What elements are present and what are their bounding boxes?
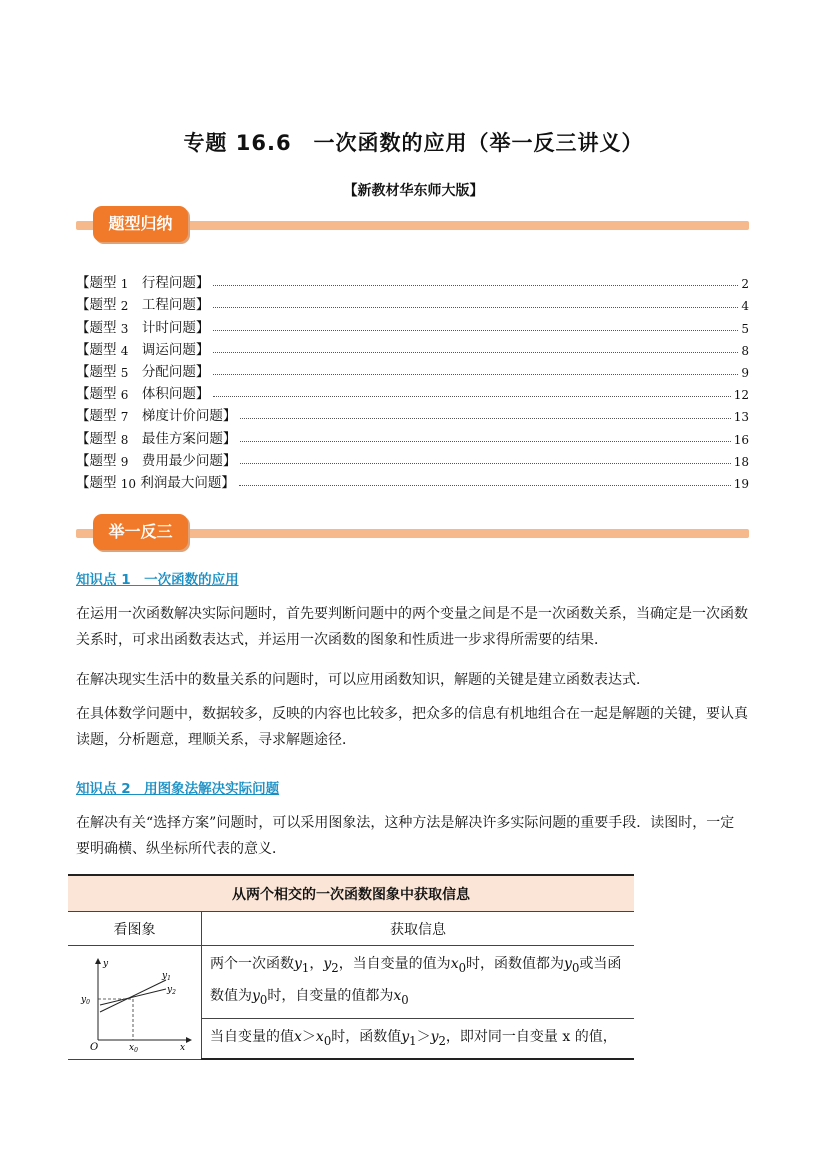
graph-y-axis-label: y (103, 959, 109, 970)
toc-leader-dots (213, 285, 738, 286)
toc-page-number: 13 (733, 410, 749, 425)
toc-entry-prefix: 【题型 (76, 452, 121, 469)
graph-x-axis-label: x (180, 1043, 186, 1053)
toc-leader-dots (240, 418, 730, 419)
column-header-graph: 看图象 (68, 912, 202, 946)
toc-leader-dots (213, 330, 738, 331)
banner-tab-label: 题型归纳 (93, 206, 188, 242)
section-banner-examples (76, 514, 749, 552)
toc-entry-number: 8 (120, 432, 129, 447)
toc-entry-number: 4 (120, 343, 129, 358)
toc-entry-title: 分配问题】 (128, 363, 210, 380)
toc-page-number: 4 (741, 299, 749, 314)
toc-entry-title: 利润最大问题】 (136, 474, 235, 491)
toc-entry-number: 10 (120, 476, 137, 491)
toc-entry-prefix: 【题型 (76, 275, 121, 292)
graph-x0-label: $x_0$ (129, 1043, 138, 1053)
toc-entry-title: 梯度计价问题】 (128, 408, 237, 425)
toc-leader-dots (213, 396, 730, 397)
toc-entry[interactable] (76, 313, 749, 335)
toc-entry-title: 费用最少问题】 (128, 452, 237, 469)
toc-leader-dots (240, 463, 730, 464)
table-caption: 从两个相交的一次函数图象中获取信息 (68, 875, 634, 912)
toc-page-number: 8 (741, 343, 749, 358)
toc-entry-title: 体积问题】 (128, 386, 210, 403)
graph-origin-label: O (90, 1042, 99, 1053)
toc-entry-number: 3 (120, 321, 129, 336)
document-title: 专题 16.6 一次函数的应用（举一反三讲义） (183, 131, 644, 155)
toc-entry[interactable] (76, 336, 749, 358)
graph-cell (68, 946, 202, 1060)
toc-entry-number: 1 (120, 277, 129, 292)
toc-entry[interactable] (76, 469, 749, 491)
toc-entry-number: 9 (120, 454, 129, 469)
toc-entry-title: 行程问题】 (128, 275, 210, 292)
toc-entry-prefix: 【题型 (76, 297, 121, 314)
info-row-2: 当自变量的值$x>x_0$时，函数值$y_1>y_2$，即对同一自变量 x 的值， (202, 1018, 635, 1059)
toc-page-number: 5 (741, 321, 749, 336)
toc-entry-title: 工程问题】 (128, 297, 210, 314)
toc-leader-dots (240, 441, 730, 442)
toc-entry-prefix: 【题型 (76, 474, 121, 491)
banner-tab-label: 举一反三 (93, 514, 188, 550)
toc-entry-prefix: 【题型 (76, 319, 121, 336)
toc-page-number: 12 (733, 388, 749, 403)
toc-entry-prefix: 【题型 (76, 341, 121, 358)
toc-entry-prefix: 【题型 (76, 363, 121, 380)
toc-entry-number: 6 (120, 388, 129, 403)
toc-entry-number: 5 (120, 365, 129, 380)
toc-leader-dots (213, 374, 738, 375)
toc-page-number: 19 (733, 476, 749, 491)
table-of-contents (76, 269, 749, 491)
toc-leader-dots (213, 307, 738, 308)
toc-entry[interactable] (76, 424, 749, 446)
info-row-1: 两个一次函数$y_1$，$y_2$，当自变量的值为$x_0$时，函数值都为$y_0$或当函数值为$y_0$时，自变量的值都为$x_0$ (202, 946, 635, 1019)
graph-y2-label: $y_2$ (167, 985, 176, 997)
intersecting-lines-graph (68, 952, 201, 1052)
section-banner-types (76, 206, 749, 244)
graph-y1-label: $y_1$ (162, 971, 171, 983)
toc-entry-prefix: 【题型 (76, 430, 121, 447)
kp2-paragraph: 在解决有关“选择方案”问题时，可以采用图象法，这种方法是解决许多实际问题的重要手段．读图时，一定要明确横、纵坐标所代表的意义． (76, 815, 735, 857)
toc-entry-prefix: 【题型 (76, 408, 121, 425)
knowledge-point-2-heading: 知识点 2 用图象法解决实际问题 (76, 781, 280, 797)
toc-entry-title: 计时问题】 (128, 319, 210, 336)
toc-entry[interactable] (76, 447, 749, 469)
toc-page-number: 2 (741, 277, 749, 292)
kp1-paragraph-3: 在具体数学问题中，数据较多，反映的内容也比较多，把众多的信息有机地组合在一起是解题的关键，要认真读题，分析题意，理顺关系，寻求解题途径． (76, 706, 748, 748)
knowledge-point-1-heading: 知识点 1 一次函数的应用 (76, 572, 239, 588)
toc-leader-dots (239, 485, 731, 486)
toc-entry-title: 最佳方案问题】 (128, 430, 237, 447)
toc-leader-dots (213, 352, 738, 353)
toc-entry[interactable] (76, 380, 749, 402)
toc-entry[interactable] (76, 269, 749, 291)
toc-entry[interactable] (76, 358, 749, 380)
toc-entry-number: 7 (120, 410, 129, 425)
kp1-paragraph-2: 在解决现实生活中的数量关系的问题时，可以应用函数知识，解题的关键是建立函数表达式． (76, 672, 650, 688)
toc-entry[interactable] (76, 402, 749, 424)
toc-page-number: 18 (733, 454, 749, 469)
toc-page-number: 9 (741, 365, 749, 380)
toc-entry[interactable] (76, 291, 749, 313)
edition-label: 【新教材华东师大版】 (343, 183, 484, 199)
column-header-info: 获取信息 (202, 912, 635, 946)
toc-entry-number: 2 (120, 299, 129, 314)
kp1-paragraph-1: 在运用一次函数解决实际问题时，首先要判断问题中的两个变量之间是不是一次函数关系，当确定是一次函数关系时，可求出函数表达式，并运用一次函数的图象和性质进一步求得所需要的结果． (76, 606, 748, 648)
toc-entry-prefix: 【题型 (76, 386, 121, 403)
toc-entry-title: 调运问题】 (128, 341, 210, 358)
graph-y0-label: $y_0$ (81, 995, 90, 1007)
toc-page-number: 16 (733, 432, 749, 447)
info-table (68, 874, 634, 1060)
